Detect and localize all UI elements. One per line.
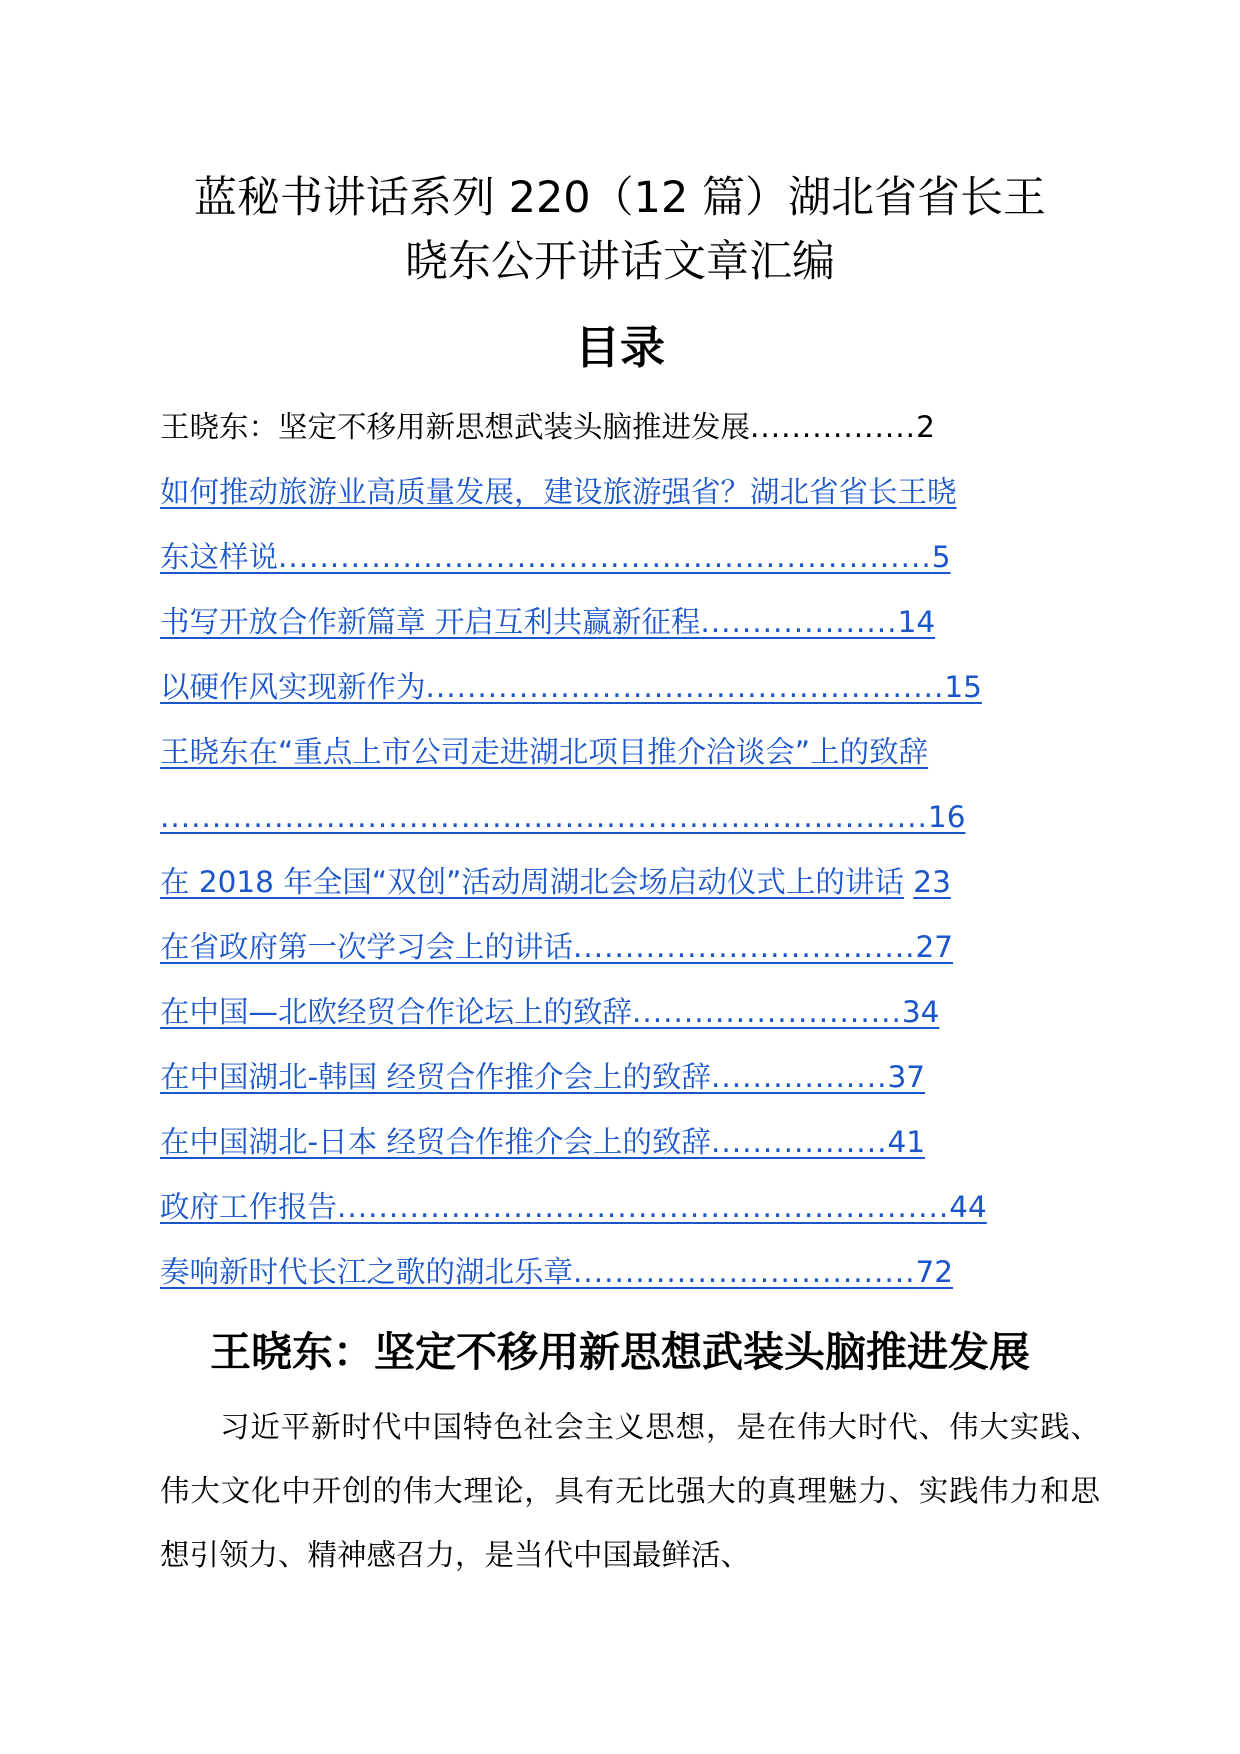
toc-dot-leader: ............................................................... — [278, 540, 932, 574]
toc-dot-leader: ................. — [711, 1060, 888, 1094]
toc-entry[interactable] — [160, 590, 1090, 655]
toc-entry[interactable] — [160, 460, 1090, 590]
toc-entry-title: 在中国湖北-韩国 经贸合作推介会上的致辞 — [160, 1060, 712, 1094]
toc-dot-leader: ................ — [750, 410, 917, 444]
toc-link[interactable] — [160, 1125, 925, 1159]
toc-entry-title: 东这样说 — [160, 540, 279, 574]
toc-dot-leader: .......................... — [632, 995, 902, 1029]
toc-link[interactable] — [913, 865, 951, 899]
toc-entry[interactable] — [160, 1045, 1090, 1110]
toc-entry-title-line1: 如何推动旅游业高质量发展，建设旅游强省？湖北省省长王晓 — [160, 475, 957, 509]
toc-entry-title: 奏响新时代长江之歌的湖北乐章 — [160, 1255, 574, 1289]
toc-entry[interactable] — [160, 1240, 1090, 1305]
toc-entry-title: 在中国—北欧经贸合作论坛上的致辞 — [160, 995, 633, 1029]
toc-dot-leader: ................................. — [573, 1255, 916, 1289]
toc-entry-title-line1: 王晓东在“重点上市公司走进湖北项目推介洽谈会”上的致辞 — [160, 735, 929, 769]
toc-dot-leader: .......................................................................... — [160, 800, 928, 834]
document-title — [150, 166, 1090, 294]
toc-dot-leader: ................. — [711, 1125, 888, 1159]
toc-page-number: 23 — [913, 865, 951, 899]
toc-link[interactable] — [160, 995, 939, 1029]
toc-entry[interactable] — [160, 850, 1090, 915]
toc-page-number: 14 — [897, 605, 936, 639]
toc-entry-title: 以硬作风实现新作为 — [160, 670, 426, 704]
toc-page-number: 2 — [916, 410, 935, 444]
toc-dot-leader: ........................................................... — [337, 1190, 950, 1224]
toc-dot-leader: ................................. — [573, 930, 916, 964]
toc-entry-title: 在省政府第一次学习会上的讲话 — [160, 930, 574, 964]
toc-entry-title: 王晓东：坚定不移用新思想武装头脑推进发展 — [160, 410, 751, 444]
toc-page-number: 16 — [927, 800, 966, 834]
toc-entry[interactable] — [160, 720, 1090, 850]
toc-entry-title: 在中国湖北-日本 经贸合作推介会上的致辞 — [160, 1125, 712, 1159]
toc-link[interactable] — [160, 865, 904, 899]
toc-entry[interactable] — [160, 980, 1090, 1045]
toc-page-number: 34 — [901, 995, 940, 1029]
body-paragraph: 习近平新时代中国特色社会主义思想，是在伟大时代、伟大实践、伟大文化中开创的伟大理论，具有无比强大的真理魅力、实践伟力和思想引领力、精神感召力，是当代中国最鲜活、 — [160, 1410, 1100, 1572]
toc-entry-title: 在 2018 年全国“双创”活动周湖北会场启动仪式上的讲话 — [160, 865, 904, 899]
toc-heading: 目录 — [574, 321, 665, 374]
toc-page-number: 41 — [887, 1125, 925, 1159]
document-title-line1: 蓝秘书讲话系列 220（12 篇）湖北省省长王 — [193, 173, 1047, 223]
toc-dot-leader: ................... — [700, 605, 898, 639]
toc-page-number: 72 — [915, 1255, 954, 1289]
toc-link[interactable] — [160, 930, 953, 964]
section-title: 王晓东：坚定不移用新思想武装头脑推进发展 — [210, 1328, 1030, 1376]
toc-link[interactable] — [160, 1255, 953, 1289]
toc-link[interactable] — [160, 720, 1090, 850]
toc-entry[interactable] — [160, 1110, 1090, 1175]
toc-entry[interactable] — [160, 395, 1090, 460]
toc-link[interactable] — [160, 605, 935, 639]
toc-entry[interactable] — [160, 915, 1090, 980]
table-of-contents — [160, 395, 1090, 1305]
toc-entry-title: 书写开放合作新篇章 开启互利共赢新征程 — [160, 605, 701, 639]
toc-entry-title: 政府工作报告 — [160, 1190, 338, 1224]
toc-entry[interactable] — [160, 1175, 1090, 1240]
toc-link[interactable] — [160, 670, 982, 704]
toc-page-number: 37 — [887, 1060, 925, 1094]
toc-link[interactable] — [160, 1060, 925, 1094]
toc-page-number: 44 — [949, 1190, 987, 1224]
toc-link[interactable] — [160, 460, 1090, 590]
toc-entry[interactable] — [160, 655, 1090, 720]
toc-page-number: 15 — [944, 670, 982, 704]
toc-page-number: 27 — [915, 930, 954, 964]
toc-page-number: 5 — [931, 540, 951, 574]
document-title-line2: 晓东公开讲话文章汇编 — [405, 237, 835, 287]
toc-dot-leader: .................................................. — [425, 670, 945, 704]
toc-link[interactable] — [160, 1190, 987, 1224]
